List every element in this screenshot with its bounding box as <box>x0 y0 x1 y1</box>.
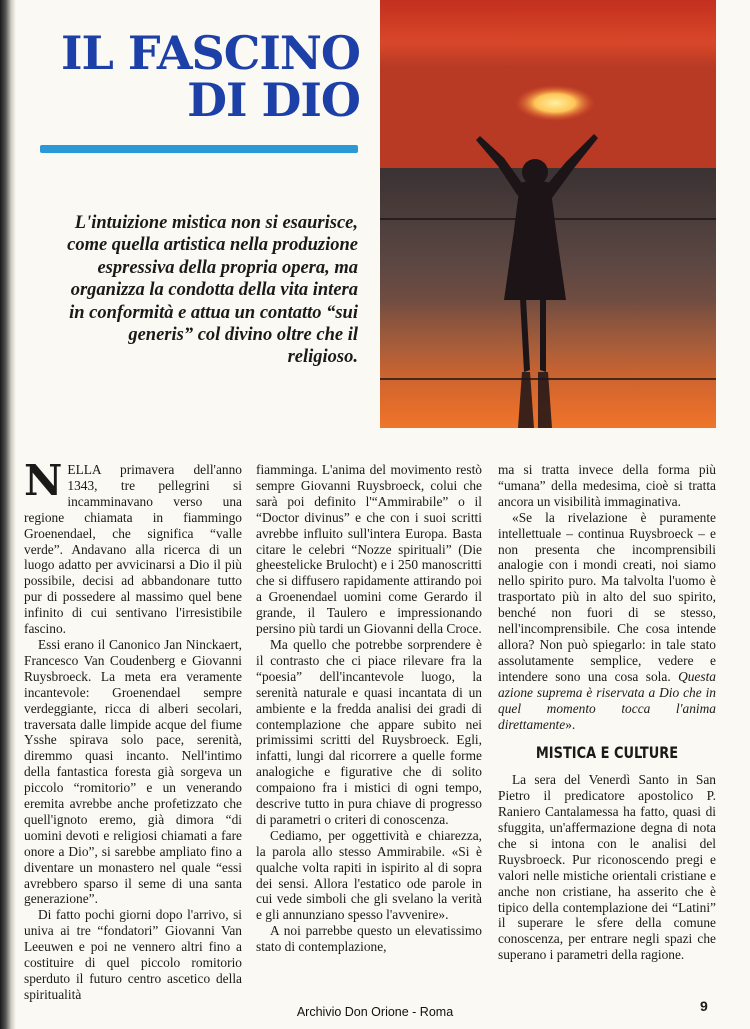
drop-cap: N <box>24 456 63 505</box>
body-column-1 <box>24 456 242 1003</box>
body-paragraph: fiamminga. L'anima del movimento restò sempre Giovanni Ruysbroeck, colui che sarà poi definito l'“Ammirabile” o il “Doctor divinus” e che con i suoi scritti avrebbe influito sull'intera Europa. Basta citare le celebri “Nozze spirituali” (Die gheestelicke Brulocht) e i 250 manoscritti che si diffusero rapidamente attirando poi a Groenendael uomini come Gerardo il grande, il Taulero e impressionando persino più tardi un Giovanni della Croce. <box>256 462 482 637</box>
title-line-2: DI DIO <box>187 73 360 127</box>
body-paragraph: Essi erano il Canonico Jan Ninckaert, Francesco Van Coudenberg e Giovanni Ruysbroeck. La meta era veramente incantevole: Groenendael sempre verdeggiante, ricca di alberi secolari, traversata dalle limpide acque del fiume Ysshe spirava solo pace, serenità, diremmo quasi incanto. Nell'intimo della fantastica foresta già sorgeva un piccolo “romitorio” e un venerando eremita avrebbe anche profetizzato che quell'ignoto eremo, già dimora “di uomini devoti e religiosi chiamati a fare onore a Dio”, si sarebbe ampliato fino a diventare un monastero nel quale “essi avrebbero sparso il seme di una santa generazione”. <box>24 636 242 907</box>
body-paragraph: ma si tratta invece della forma più “umana” della medesima, cioè si tratta ancora un visibilità immaginativa. <box>498 462 716 509</box>
body-paragraph <box>498 510 716 733</box>
intro-paragraph: L'intuizione mistica non si esaurisce, come quella artistica nella produzione espressiva della propria opera, ma organizza la condotta della vita intera in conformità e attua un contatto “sui generis” col divino oltre che il religioso. <box>67 213 358 368</box>
paragraph-text: ELLA primavera dell'anno 1343, tre pellegrini si incamminavano verso una regione chiamata in fiammingo Groenendael, che significa “valle verde”. Andavano alla ricerca di un luogo adatto per avvicinarsi a Dio il più possibile, decisi ad abbandonare tutto pur di possedere al massimo quel bene infinito di cui sentivano l'irresistibile fascino. <box>24 462 242 637</box>
italic-quote: Questa azione suprema è riservata a Dio che in quel momento tocca l'anima direttamente <box>498 668 716 732</box>
body-paragraph: Cediamo, per oggettività e chiarezza, la parola allo stesso Ammirabile. «Si è qualche volta rapiti in ispirito al di sopra dei sensi. Allora l'estatico ode parole in cui vede simboli che gli svelano la verità e gli annunziano spesso l'avvenire». <box>256 827 482 923</box>
title-underline-bar <box>40 145 358 153</box>
page-spine-shadow <box>0 0 16 1029</box>
paragraph-text: «Se la rivelazione è puramente intellettuale – continua Ruysbroeck – e non presenta che incomprensibili analogie con i mondi creati, noi siamo nello spirito puro. Ma talvolta l'uomo è trasportato più in alto del suo spirito, benché non fuori di se stesso, nell'incomprensibile. Che cosa intende allora? Non può spiegarlo: in tale stato assolutamente semplice, vedere e intendere sono una cosa sola. <box>498 509 716 684</box>
article-title <box>38 26 360 127</box>
body-paragraph: Di fatto pochi giorni dopo l'arrivo, si univa ai tre “fondatori” Giovanni Van Leeuwen e poi ne vennero altri fino a costituire di quel piccolo romitorio sperduto il futuro centro ascetico della spiritualità <box>24 907 242 1002</box>
quote-close: ». <box>565 716 576 732</box>
body-paragraph: A noi parrebbe questo un elevatissimo stato di contemplazione, <box>256 923 482 955</box>
body-paragraph: La sera del Venerdì Santo in San Pietro il predicatore apostolico P. Raniero Cantalamessa ha fatto, quasi di sfuggita, un'affermazione degna di nota che si intona con le analisi del Ruysbroeck. Pur riconoscendo pregi e valori nelle mistiche orientali cristiane e anche non cristiane, ha asserito che è tipico della contemplazione dei “Latini” il superare le sfere della comune conoscenza, per entrare negli spazi che superano i parametri della ragione. <box>498 772 716 963</box>
body-column-2 <box>256 462 482 955</box>
title-line-1: IL FASCINO <box>61 26 360 80</box>
archive-footer: Archivio Don Orione - Roma <box>296 1005 454 1019</box>
body-paragraph <box>24 456 242 637</box>
section-subheading: MISTICA E CULTURE <box>535 743 679 763</box>
body-paragraph: Ma quello che potrebbe sorprendere è il contrasto che ci piace rilevare fra la “poesia” dell'incantevole luogo, la serenità naturale e quasi incantata di un ambiente e la fredda analisi dei gradi di contemplazione che appare subito nei primissimi scritti del Ruysbroeck. Egli, infatti, lungi dal ricorrere a quelle forme analogiche e figurative che di solito compaiono fra i mistici di ogni tempo, descrive tutto in pura chiave di progresso di parametri o criteri di conoscenza. <box>256 636 482 827</box>
body-column-3 <box>498 462 716 963</box>
page-number: 9 <box>700 998 708 1014</box>
sunset-silhouette-image <box>380 0 716 428</box>
